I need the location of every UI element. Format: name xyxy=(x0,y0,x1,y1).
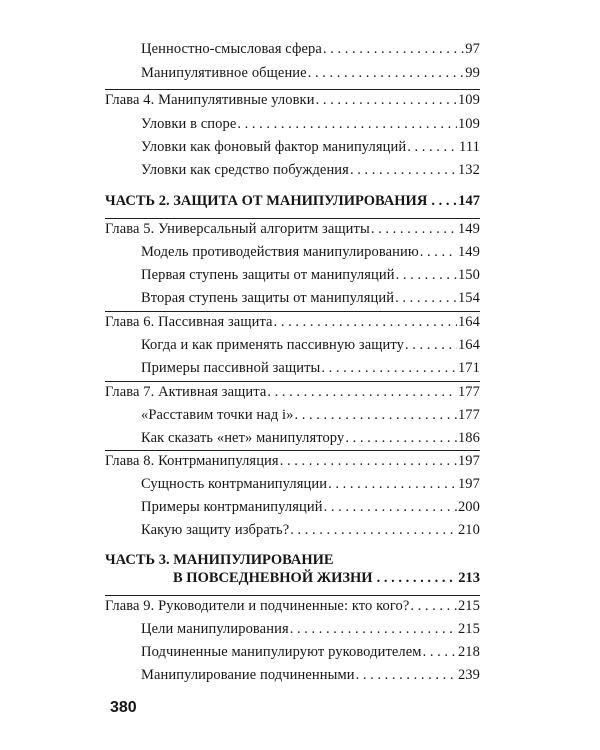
leader-dots xyxy=(350,161,457,179)
toc-entry-page: 177 xyxy=(457,407,480,423)
page-number: 380 xyxy=(110,699,137,716)
part-title-line-1: ЧАСТЬ 3. МАНИПУЛИРОВАНИЕ xyxy=(105,552,334,568)
toc-part-heading xyxy=(105,551,480,569)
toc-entry xyxy=(141,243,480,261)
toc-entry-title: Первая ступень защиты от манипуляций xyxy=(141,267,395,283)
leader-dots xyxy=(407,138,458,156)
leader-dots xyxy=(431,192,456,210)
toc-chapter xyxy=(105,452,480,470)
toc-chapter-title: Глава 8. Контрманипуляция xyxy=(105,453,279,469)
toc-entry-page: 150 xyxy=(457,267,480,283)
toc-chapter-page: 197 xyxy=(457,453,480,469)
toc-chapter-title: Глава 6. Пассивная защита xyxy=(105,314,273,330)
toc-chapter-page: 177 xyxy=(457,384,480,400)
part-page: 147 xyxy=(458,193,480,209)
toc-entry-title: Примеры пассивной защиты xyxy=(141,360,321,376)
toc-entry-page: 186 xyxy=(457,430,480,446)
leader-dots xyxy=(237,115,457,133)
toc-entry xyxy=(141,498,480,516)
toc-entry-page: 197 xyxy=(457,476,480,492)
toc-entry-title: Подчиненные манипулируют руководителем xyxy=(141,644,422,660)
toc-entry xyxy=(141,161,480,179)
leader-dots xyxy=(423,643,457,661)
toc-entry-title: Цели манипулирования xyxy=(141,621,289,637)
toc-entry-page: 149 xyxy=(457,244,480,260)
leader-dots xyxy=(410,597,457,615)
toc-entry-page: 218 xyxy=(457,644,480,660)
leader-dots xyxy=(324,498,457,516)
toc-chapter-title: Глава 9. Руководители и подчиненные: кто кого? xyxy=(105,598,410,614)
toc-chapter-title: Глава 5. Универсальный алгоритм защиты xyxy=(105,221,370,237)
toc-entry xyxy=(141,266,480,284)
section-rule xyxy=(105,311,480,312)
toc-entry-title: Манипулятивное общение xyxy=(141,65,307,81)
toc-entry-page: 111 xyxy=(459,139,480,155)
part-page: 213 xyxy=(458,570,480,586)
leader-dots xyxy=(308,64,465,82)
toc-entry-page: 132 xyxy=(457,162,480,178)
section-rule xyxy=(105,381,480,382)
section-rule xyxy=(105,595,480,596)
section-rule xyxy=(105,218,480,219)
toc-entry xyxy=(141,406,480,424)
toc-entry-page: 215 xyxy=(457,621,480,637)
toc-entry xyxy=(141,643,480,661)
toc-entry-page: 97 xyxy=(465,41,480,57)
part-title: ЧАСТЬ 2. ЗАЩИТА ОТ МАНИПУЛИРОВАНИЯ xyxy=(105,193,428,209)
toc-entry xyxy=(141,138,480,156)
toc-entry xyxy=(141,336,480,354)
toc-entry-title: Уловки в споре xyxy=(141,116,237,132)
toc-entry xyxy=(141,521,480,539)
toc-chapter-page: 149 xyxy=(457,221,480,237)
toc-part-heading-line-2 xyxy=(173,569,480,587)
toc-entry xyxy=(141,620,480,638)
toc-entry-title: Сущность контрманипуляции xyxy=(141,476,328,492)
toc-entry xyxy=(141,115,480,133)
leader-dots xyxy=(290,620,457,638)
toc-entry-title: Какую защиту избрать? xyxy=(141,522,290,538)
toc-entry-page: 164 xyxy=(457,337,480,353)
leader-dots xyxy=(356,666,457,684)
toc-part-heading xyxy=(105,192,480,210)
toc-entry-title: «Расставим точки над i» xyxy=(141,407,294,423)
toc-chapter-page: 215 xyxy=(457,598,480,614)
leader-dots xyxy=(377,569,457,587)
toc-entry-title: Модель противодействия манипулированию xyxy=(141,244,419,260)
leader-dots xyxy=(267,383,457,401)
toc-entry xyxy=(141,64,480,82)
toc-entry xyxy=(141,429,480,447)
toc-chapter xyxy=(105,91,480,109)
leader-dots xyxy=(290,521,457,539)
leader-dots xyxy=(371,220,457,238)
toc-entry-page: 210 xyxy=(457,522,480,538)
part-title-line-2: В ПОВСЕДНЕВНОЙ ЖИЗНИ xyxy=(173,570,373,586)
toc-chapter xyxy=(105,597,480,615)
leader-dots xyxy=(323,40,464,58)
toc-entry xyxy=(141,359,480,377)
section-rule xyxy=(105,89,480,90)
toc-entry-page: 109 xyxy=(457,116,480,132)
leader-dots xyxy=(396,266,457,284)
toc-chapter-title: Глава 4. Манипулятивные уловки xyxy=(105,92,315,108)
toc-entry-title: Уловки как средство побуждения xyxy=(141,162,349,178)
leader-dots xyxy=(316,91,457,109)
toc-entry xyxy=(141,666,480,684)
toc-entry-title: Уловки как фоновый фактор манипуляций xyxy=(141,139,407,155)
toc-entry-title: Примеры контрманипуляций xyxy=(141,499,323,515)
toc-chapter-title: Глава 7. Активная защита xyxy=(105,384,267,400)
toc-chapter xyxy=(105,383,480,401)
leader-dots xyxy=(274,313,457,331)
toc-entry-title: Манипулирование подчиненными xyxy=(141,667,355,683)
toc-entry-title: Вторая ступень защиты от манипуляций xyxy=(141,290,395,306)
leader-dots xyxy=(328,475,457,493)
toc-chapter xyxy=(105,220,480,238)
toc-entry-page: 200 xyxy=(457,499,480,515)
toc-chapter xyxy=(105,313,480,331)
leader-dots xyxy=(321,359,457,377)
toc-entry-page: 154 xyxy=(457,290,480,306)
toc-entry xyxy=(141,40,480,58)
toc-entry-page: 171 xyxy=(457,360,480,376)
toc-entry-page: 99 xyxy=(465,65,480,81)
toc-entry-title: Когда и как применять пассивную защиту xyxy=(141,337,404,353)
toc-entry-title: Ценностно-смысловая сфера xyxy=(141,41,322,57)
leader-dots xyxy=(395,289,457,307)
leader-dots xyxy=(420,243,457,261)
leader-dots xyxy=(280,452,457,470)
toc-chapter-page: 109 xyxy=(457,92,480,108)
toc-chapter-page: 164 xyxy=(457,314,480,330)
leader-dots xyxy=(405,336,457,354)
leader-dots xyxy=(345,429,457,447)
leader-dots xyxy=(295,406,457,424)
toc-entry xyxy=(141,289,480,307)
toc-entry-title: Как сказать «нет» манипулятору xyxy=(141,430,345,446)
toc-entry xyxy=(141,475,480,493)
section-rule xyxy=(105,450,480,451)
toc-entry-page: 239 xyxy=(457,667,480,683)
